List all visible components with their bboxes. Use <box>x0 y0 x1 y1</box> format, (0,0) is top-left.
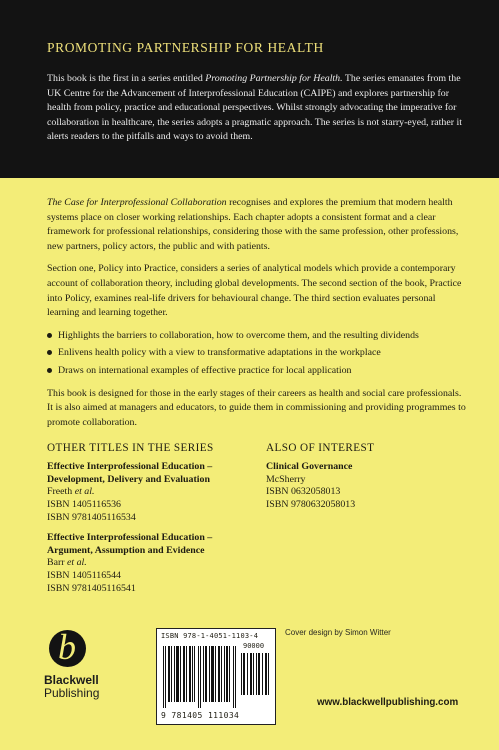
description-paragraph-3: This book is designed for those in the early stages of their careers as health and social care professionals. It is also aimed at managers and educators, to guide them in commissioning and providing programmes to promote collaboration. <box>47 387 466 428</box>
series-book <box>47 532 257 596</box>
publisher-name-main: Blackwell <box>44 673 99 687</box>
cover-credit: Cover design by Simon Witter <box>285 628 391 637</box>
barcode-addon-bars <box>241 653 269 695</box>
isbn-13: ISBN 9781405116534 <box>47 511 136 523</box>
also-of-interest-heading: ALSO OF INTEREST <box>266 442 375 454</box>
feature-item: Enlivens health policy with a view to transformative adaptations in the workplace <box>47 346 467 361</box>
author-etal: et al. <box>72 486 95 498</box>
series-book-title: Effective Interprofessional Education – Development, Delivery and Evaluation <box>47 460 213 485</box>
feature-item: Draws on international examples of effective practice for local application <box>47 364 467 379</box>
publisher-name <box>44 674 99 700</box>
other-titles <box>47 442 257 603</box>
related-book-author: McSherry <box>266 473 306 485</box>
author-etal: et al. <box>64 557 87 569</box>
feature-item: Highlights the barriers to collaboration, how to overcome them, and the resulting dividends <box>47 329 467 344</box>
isbn-10: ISBN 0632058013 <box>266 486 341 498</box>
description-paragraph-2: Section one, Policy into Practice, considers a series of analytical models which provide a contemporary account of collaboration theory, including global developments. The second section of the book, Practice into Policy, examines real-life drivers for behavioural change. The third section evaluates personal learning and learning together. <box>47 263 462 319</box>
isbn-barcode <box>156 628 276 725</box>
barcode-isbn-label: ISBN 978-1-4051-1103-4 <box>161 632 259 640</box>
description-paragraph-1 <box>47 196 467 254</box>
isbn-13: ISBN 9780632058013 <box>266 499 356 511</box>
isbn-10: ISBN 1405116544 <box>47 570 121 582</box>
series-intro-text-cont: The series emanates from the UK Centre for the Advancement of Interprofessional Education (CAIPE) and explores partnership for health from policy, practice and educational perspectives. Whilst strongly advocating the imperative for collaboration in healthcare, the series adopts a pragmatic approach. The series is not starry-eyed, rather it alerts readers to the pitfalls and ways to avoid them. <box>47 73 462 142</box>
barcode-digits: 9 781405 111034 <box>161 711 240 720</box>
series-name: Promoting Partnership for Health. <box>205 73 343 84</box>
author-name: Barr <box>47 557 65 569</box>
isbn-13: ISBN 9781405116541 <box>47 582 136 594</box>
series-book-author <box>47 557 257 570</box>
series-book-author <box>47 486 257 499</box>
description-text: recognises and explores the premium that modern health systems place on closer working relationships. Each chapter adopts a consistent format and a clear framework for professional relationships, considering those with the same profession, other professions, new partners, policy actors, the public and with patients. <box>47 197 459 252</box>
series-title: PROMOTING PARTNERSHIP FOR HEALTH <box>47 40 324 55</box>
logo-b-glyph: b <box>58 627 76 667</box>
series-intro-text: This book is the first in a series entitled <box>47 73 206 84</box>
book-description <box>47 196 467 438</box>
barcode-bars <box>163 646 237 708</box>
book-title: The Case for Interprofessional Collaboration <box>47 197 227 208</box>
series-intro <box>47 72 467 145</box>
publisher-website[interactable]: www.blackwellpublishing.com <box>317 697 459 708</box>
related-book-title: Clinical Governance <box>266 460 353 472</box>
publisher-name-sub: Publishing <box>44 686 100 700</box>
series-book <box>47 461 257 525</box>
related-book <box>266 461 466 512</box>
series-book-title: Effective Interprofessional Education – Argument, Assumption and Evidence <box>47 531 213 556</box>
publisher-logo <box>44 627 108 726</box>
isbn-10: ISBN 1405116536 <box>47 499 121 511</box>
feature-list <box>47 329 467 379</box>
other-titles-heading: OTHER TITLES IN THE SERIES <box>47 442 214 454</box>
barcode-addon-number: 90000 <box>243 642 265 650</box>
also-of-interest <box>266 442 466 519</box>
author-name: Freeth <box>47 486 73 498</box>
series-banner <box>0 0 499 178</box>
